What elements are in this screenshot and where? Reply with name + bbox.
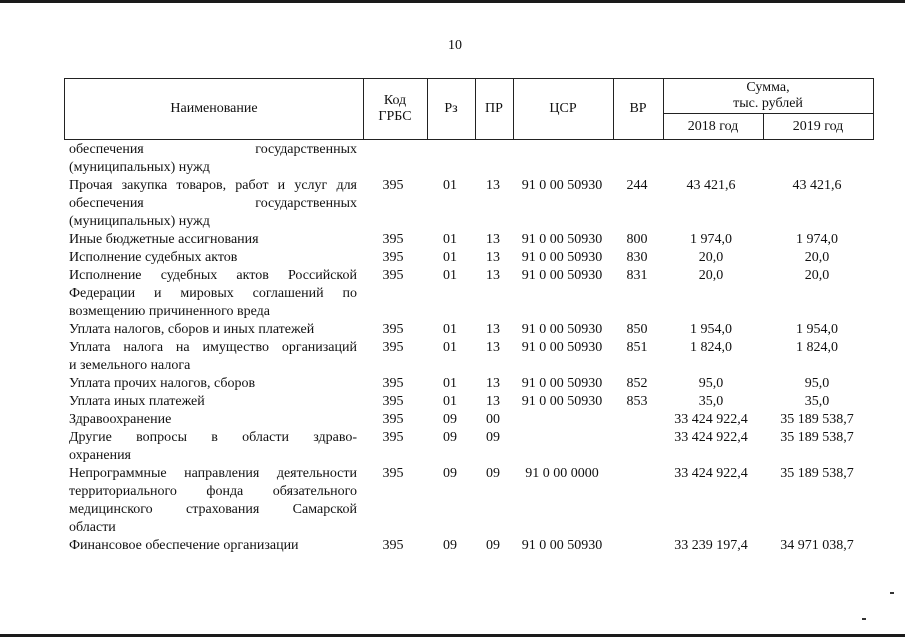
row-name-line: обеспечения государственных: [69, 196, 357, 211]
row-csr: 91 0 00 50930: [521, 250, 603, 265]
header-vr: ВР: [629, 101, 647, 116]
row-csr: 91 0 00 50930: [521, 268, 603, 283]
row-csr: 91 0 00 50930: [521, 394, 603, 409]
scan-mark: [862, 618, 866, 620]
row-csr: 91 0 00 50930: [521, 322, 603, 337]
table-row: [64, 231, 872, 249]
row-csr: 91 0 00 50930: [521, 178, 603, 193]
row-grbs: 395: [382, 412, 404, 427]
row-vr: 851: [626, 340, 648, 355]
row-grbs: 395: [382, 178, 404, 193]
header-sum-line2: тыс. рублей: [733, 96, 803, 111]
table-row: [64, 375, 872, 393]
row-name-line: Здравоохранение: [69, 412, 172, 427]
row-name: [69, 393, 357, 411]
row-rz: 01: [443, 340, 457, 355]
bottom-rule: [0, 634, 905, 637]
row-name: [69, 429, 357, 465]
header-sum: [663, 79, 873, 113]
row-name: [69, 321, 357, 339]
row-pr: 13: [486, 232, 500, 247]
row-name-line: территориального фонда обязательного: [69, 484, 357, 499]
row-grbs: 395: [382, 268, 404, 283]
row-pr: 00: [486, 412, 500, 427]
row-name: [69, 141, 357, 177]
row-sum-2018: 33 424 922,4: [674, 466, 748, 481]
row-rz: 01: [443, 376, 457, 391]
row-rz: 01: [443, 322, 457, 337]
row-grbs: 395: [382, 538, 404, 553]
row-name-line: области: [69, 520, 116, 535]
row-sum-2018: 33 424 922,4: [674, 412, 748, 427]
row-name-line: Непрограммные направления деятельности: [69, 466, 357, 481]
row-rz: 09: [443, 538, 457, 553]
row-pr: 13: [486, 178, 500, 193]
table-row: [64, 177, 872, 231]
row-name: [69, 465, 357, 537]
row-grbs: 395: [382, 394, 404, 409]
row-pr: 13: [486, 340, 500, 355]
header-year-2019: 2019 год: [792, 118, 844, 134]
row-csr: 91 0 00 50930: [521, 232, 603, 247]
row-pr: 13: [486, 394, 500, 409]
row-name: [69, 375, 357, 393]
top-rule: [0, 0, 905, 3]
row-rz: 01: [443, 250, 457, 265]
row-sum-2018: 95,0: [698, 376, 724, 391]
row-grbs: 395: [382, 376, 404, 391]
row-sum-2019: 20,0: [804, 268, 830, 283]
row-pr: 13: [486, 268, 500, 283]
header-sum-line1: Сумма,: [746, 80, 790, 95]
row-vr: 830: [626, 250, 648, 265]
header-name: Наименование: [170, 101, 258, 116]
table-header: [64, 78, 874, 140]
table-row: [64, 411, 872, 429]
row-grbs: 395: [382, 232, 404, 247]
scan-mark: [890, 592, 894, 594]
row-sum-2018: 43 421,6: [686, 178, 736, 193]
row-rz: 09: [443, 430, 457, 445]
header-year-2018: 2018 год: [687, 118, 739, 134]
row-grbs: 395: [382, 250, 404, 265]
row-sum-2018: 33 239 197,4: [674, 538, 748, 553]
row-vr: 244: [626, 178, 648, 193]
row-name-line: Федерации и мировых соглашений по: [69, 286, 357, 301]
row-rz: 09: [443, 412, 457, 427]
row-name: [69, 411, 357, 429]
row-name-line: и земельного налога: [69, 358, 191, 373]
row-pr: 13: [486, 322, 500, 337]
row-name-line: Иные бюджетные ассигнования: [69, 232, 259, 247]
row-sum-2019: 20,0: [804, 250, 830, 265]
row-sum-2019: 43 421,6: [792, 178, 842, 193]
row-sum-2019: 34 971 038,7: [780, 538, 854, 553]
page-number: 10: [448, 38, 462, 53]
row-rz: 01: [443, 178, 457, 193]
header-pr: ПР: [485, 101, 503, 116]
row-pr: 09: [486, 430, 500, 445]
row-name: [69, 339, 357, 375]
row-sum-2018: 1 824,0: [690, 340, 732, 355]
row-name-line: Исполнение судебных актов: [69, 250, 238, 265]
row-sum-2019: 1 974,0: [796, 232, 838, 247]
row-vr: 850: [626, 322, 648, 337]
row-pr: 09: [486, 466, 500, 481]
table-row: [64, 429, 872, 465]
row-sum-2019: 1 824,0: [796, 340, 838, 355]
row-name-line: (муниципальных) нужд: [69, 214, 210, 229]
row-sum-2019: 95,0: [804, 376, 830, 391]
row-name: [69, 537, 357, 555]
row-csr: 91 0 00 50930: [521, 538, 603, 553]
table-row: [64, 393, 872, 411]
row-name: [69, 267, 357, 321]
row-vr: 831: [626, 268, 648, 283]
row-grbs: 395: [382, 466, 404, 481]
row-name-line: Другие вопросы в области здраво-: [69, 430, 357, 445]
header-grbs: [363, 79, 427, 139]
row-pr: 09: [486, 538, 500, 553]
row-vr: 852: [626, 376, 648, 391]
row-vr: 800: [626, 232, 648, 247]
table-row: [64, 141, 872, 177]
header-grbs-line1: Код: [383, 93, 407, 108]
row-name: [69, 231, 357, 249]
row-grbs: 395: [382, 340, 404, 355]
row-sum-2019: 35,0: [804, 394, 830, 409]
row-sum-2018: 20,0: [698, 268, 724, 283]
table-row: [64, 321, 872, 339]
table-row: [64, 537, 872, 555]
row-name-line: Исполнение судебных актов Российской: [69, 268, 357, 283]
row-sum-2018: 35,0: [698, 394, 724, 409]
row-name-line: (муниципальных) нужд: [69, 160, 210, 175]
row-sum-2019: 35 189 538,7: [780, 430, 854, 445]
header-grbs-line2: ГРБС: [378, 109, 412, 124]
row-sum-2019: 35 189 538,7: [780, 466, 854, 481]
row-name: [69, 249, 357, 267]
row-name-line: Уплата прочих налогов, сборов: [69, 376, 256, 391]
row-name: [69, 177, 357, 231]
row-grbs: 395: [382, 322, 404, 337]
row-name-line: Уплата налогов, сборов и иных платежей: [69, 322, 315, 337]
row-name-line: Уплата налога на имущество организаций: [69, 340, 357, 355]
row-grbs: 395: [382, 430, 404, 445]
row-sum-2018: 20,0: [698, 250, 724, 265]
row-sum-2018: 1 974,0: [690, 232, 732, 247]
row-rz: 09: [443, 466, 457, 481]
row-name-line: Прочая закупка товаров, работ и услуг для: [69, 178, 357, 193]
table-row: [64, 339, 872, 375]
header-rz: Рз: [444, 101, 458, 116]
row-name-line: Уплата иных платежей: [69, 394, 205, 409]
row-csr: 91 0 00 50930: [521, 340, 603, 355]
row-pr: 13: [486, 376, 500, 391]
row-rz: 01: [443, 268, 457, 283]
row-pr: 13: [486, 250, 500, 265]
row-csr: 91 0 00 50930: [521, 376, 603, 391]
table-row: [64, 267, 872, 321]
row-sum-2019: 35 189 538,7: [780, 412, 854, 427]
row-sum-2019: 1 954,0: [796, 322, 838, 337]
table-row: [64, 249, 872, 267]
row-vr: 853: [626, 394, 648, 409]
header-csr: ЦСР: [549, 101, 577, 116]
row-rz: 01: [443, 232, 457, 247]
row-sum-2018: 33 424 922,4: [674, 430, 748, 445]
row-csr: 91 0 00 0000: [525, 466, 599, 481]
row-name-line: медицинского страхования Самарской: [69, 502, 357, 517]
table-row: [64, 465, 872, 537]
row-name-line: обеспечения государственных: [69, 142, 357, 157]
row-name-line: Финансовое обеспечение организации: [69, 538, 299, 553]
row-sum-2018: 1 954,0: [690, 322, 732, 337]
row-name-line: охранения: [69, 448, 131, 463]
row-name-line: возмещению причиненного вреда: [69, 304, 270, 319]
row-rz: 01: [443, 394, 457, 409]
